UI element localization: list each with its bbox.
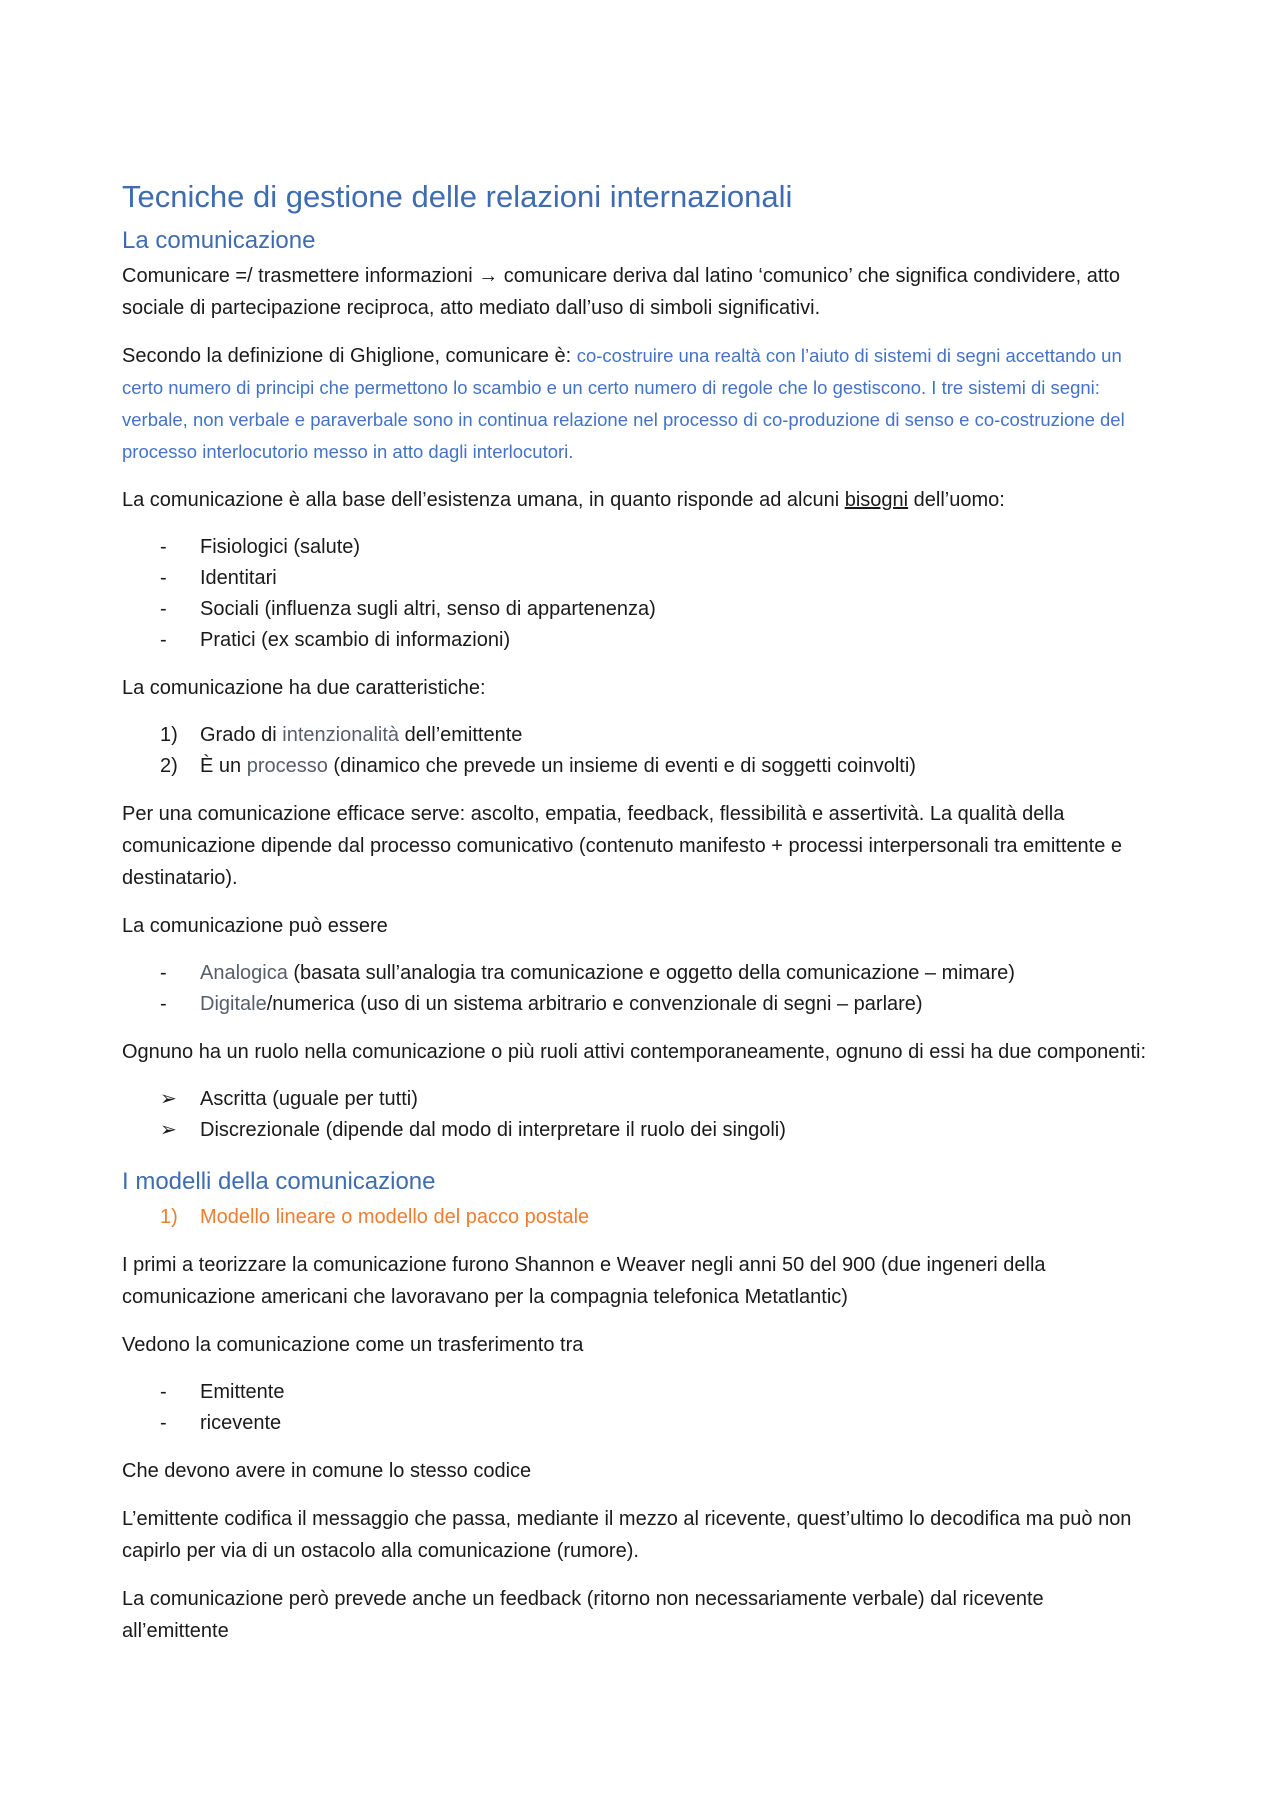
dash-bullet: - [160, 535, 167, 558]
char-post: dell’emittente [399, 723, 523, 746]
subheading-text: Modello lineare o modello del pacco postale [200, 1205, 590, 1228]
list-item [122, 1377, 1152, 1408]
subheading-number: 1) [160, 1205, 178, 1228]
kind-text: (basata sull’analogia tra comunicazione e oggetto della comunicazione – mimare) [287, 961, 1015, 984]
bisogni-after: dell’uomo: [908, 488, 1005, 511]
list-item [122, 989, 1152, 1020]
list-item [122, 563, 1152, 594]
paragraph-codifica: L’emittente codifica il messaggio che passa, mediante il mezzo al ricevente, quest’ultimo lo decodifica ma può non capirlo per via di un ostacolo alla comunicazione (rumore). [122, 1507, 1132, 1562]
paragraph-bisogni [122, 484, 1152, 516]
paragraph-shannon-weaver: I primi a teorizzare la comunicazione furono Shannon e Weaver negli anni 50 del 900 (due ingeneri della comunicazione americani che lavoravano per la compagnia telefonica Metatlantic) [122, 1253, 1046, 1308]
paragraph-ghiglione [122, 340, 1152, 468]
section-heading-comunicazione: La comunicazione [122, 227, 316, 255]
kind-text: /numerica (uso di un sistema arbitrario e convenzionale di segni – parlare) [266, 992, 923, 1015]
list-item-text: Ascritta (uguale per tutti) [200, 1087, 418, 1110]
kind-term: Digitale [200, 992, 267, 1015]
bisogni-before: La comunicazione è alla base dell’esistenza umana, in quanto risponde ad alcuni [122, 488, 845, 511]
list-item-text: Fisiologici (salute) [200, 535, 361, 558]
list-item-text: Discrezionale (dipende dal modo di interpretare il ruolo dei singoli) [200, 1118, 786, 1141]
list-number: 1) [160, 723, 178, 746]
roles-list [122, 1084, 1152, 1146]
dash-bullet: - [160, 1411, 167, 1434]
paragraph-codice: Che devono avere in comune lo stesso codice [122, 1459, 532, 1482]
arrow-bullet-icon: ➢ [160, 1087, 177, 1110]
paragraph-feedback: La comunicazione però prevede anche un feedback (ritorno non necessariamente verbale) dal ricevente all’emittente [122, 1587, 1044, 1642]
characteristics-list [122, 720, 1152, 782]
needs-list [122, 532, 1152, 656]
list-number: 2) [160, 754, 178, 777]
list-item [122, 1408, 1152, 1439]
paragraph-ruoli: Ognuno ha un ruolo nella comunicazione o più ruoli attivi contemporaneamente, ognuno di essi ha due componenti: [122, 1040, 1147, 1063]
dash-bullet: - [160, 628, 167, 651]
char-post: (dinamico che prevede un insieme di eventi e di soggetti coinvolti) [327, 754, 916, 777]
kinds-list [122, 958, 1152, 1020]
char-pre: È un [200, 754, 247, 777]
list-item [122, 751, 1152, 782]
section-heading-modelli: I modelli della comunicazione [122, 1167, 436, 1195]
dash-bullet: - [160, 597, 167, 620]
ghiglione-lead: Secondo la definizione di Ghiglione, comunicare è: [122, 344, 577, 367]
list-item-text: Sociali (influenza sugli altri, senso di appartenenza) [200, 597, 656, 620]
arrow-bullet-icon: ➢ [160, 1118, 177, 1141]
dash-bullet: - [160, 961, 167, 984]
list-item [122, 720, 1152, 751]
document-body [122, 178, 1152, 1663]
list-item-text: Emittente [200, 1380, 285, 1403]
list-item-text: Identitari [200, 566, 277, 589]
char-pre: Grado di [200, 723, 283, 746]
list-item [122, 1084, 1152, 1115]
kind-term: Analogica [200, 961, 288, 984]
paragraph-caratteristiche: La comunicazione ha due caratteristiche: [122, 676, 486, 699]
dash-bullet: - [160, 566, 167, 589]
list-item [122, 1115, 1152, 1146]
dash-bullet: - [160, 992, 167, 1015]
parties-list [122, 1377, 1152, 1439]
list-item [122, 958, 1152, 989]
list-item [122, 594, 1152, 625]
paragraph-trasferimento: Vedono la comunicazione come un trasferimento tra [122, 1333, 584, 1356]
bisogni-underlined: bisogni [844, 488, 909, 511]
list-item-text: Pratici (ex scambio di informazioni) [200, 628, 511, 651]
list-item [122, 625, 1152, 656]
ghiglione-quote: co-costruire una realtà con l’aiuto di sistemi di segni accettando un certo numero di principi che permettono lo scambio e un certo numero di regole che lo gestiscono. I tre sistemi di segni: verbale, non verbale e paraverbale sono in continua relazione nel processo di co-produzione di senso e co-costruzione del processo interlocutorio messo in atto dagli interlocutori. [122, 344, 1125, 462]
dash-bullet: - [160, 1380, 167, 1403]
paragraph-puo-essere: La comunicazione può essere [122, 914, 388, 937]
char-term: processo [246, 754, 328, 777]
paragraph-efficace: Per una comunicazione efficace serve: ascolto, empatia, feedback, flessibilità e assertività. La qualità della comunicazione dipende dal processo comunicativo (contenuto manifesto + processi interpersonali tra emittente e destinatario). [122, 802, 1122, 889]
paragraph-definizione: Comunicare =/ trasmettere informazioni → comunicare deriva dal latino ‘comunico’ che significa condividere, atto sociale di partecipazione reciproca, atto mediato dall’uso di simboli significativi. [122, 264, 1121, 319]
list-item-text: ricevente [200, 1411, 282, 1434]
char-term: intenzionalità [282, 723, 400, 746]
subheading-modello-lineare [122, 1201, 1152, 1233]
document-title: Tecniche di gestione delle relazioni internazionali [122, 179, 793, 214]
list-item [122, 532, 1152, 563]
